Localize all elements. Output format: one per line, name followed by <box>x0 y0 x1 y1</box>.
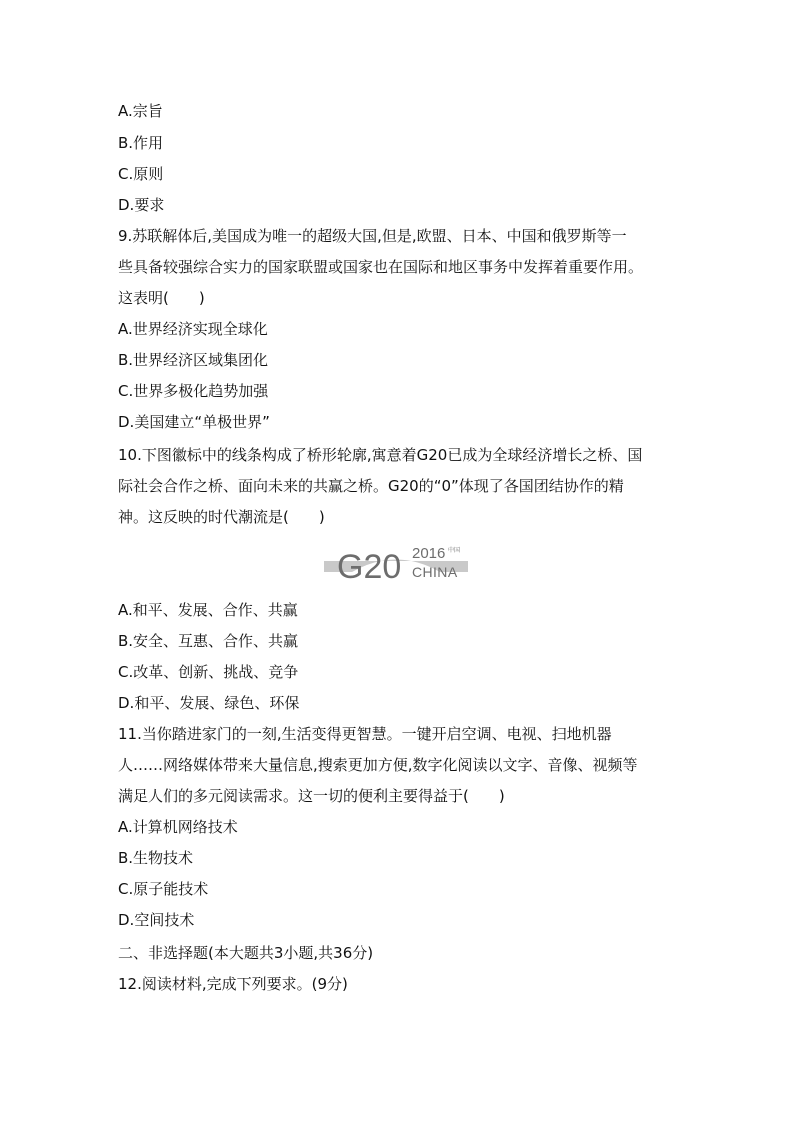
q9-stem-line-3: 这表明( ) <box>118 289 205 307</box>
q10-stem-line-1: 10.下图徽标中的线条构成了桥形轮廓,寓意着G20已成为全球经济增长之桥、国 <box>118 446 643 464</box>
q11-option-b: B.生物技术 <box>118 849 194 867</box>
g20-logo-graphic <box>322 541 470 583</box>
q11-stem-line-1: 11.当你踏进家门的一刻,生活变得更智慧。一键开启空调、电视、扫地机器 <box>118 725 612 743</box>
logo-small-text: 中国 <box>448 547 461 554</box>
q8-option-a: A.宗旨 <box>118 102 163 120</box>
logo-main-text: G20 <box>337 548 402 583</box>
q8-option-b: B.作用 <box>118 134 164 152</box>
q9-option-b: B.世界经济区域集团化 <box>118 351 269 369</box>
q10-stem-line-2: 际社会合作之桥、面向未来的共赢之桥。G20的“0”体现了各国团结协作的精 <box>118 477 624 495</box>
q10-option-b: B.安全、互惠、合作、共赢 <box>118 632 299 650</box>
logo-year-text: 2016 <box>412 545 446 562</box>
q12-stem: 12.阅读材料,完成下列要求。(9分) <box>118 975 348 993</box>
q8-option-d: D.要求 <box>118 196 165 214</box>
q9-stem-line-2: 些具备较强综合实力的国家联盟或国家也在国际和地区事务中发挥着重要作用。 <box>118 258 644 276</box>
q10-option-d: D.和平、发展、绿色、环保 <box>118 694 300 712</box>
q10-option-c: C.改革、创新、挑战、竞争 <box>118 663 299 681</box>
q9-option-d: D.美国建立“单极世界” <box>118 413 270 431</box>
section-heading: 二、非选择题(本大题共3小题,共36分) <box>118 944 374 962</box>
q9-stem-line-1: 9.苏联解体后,美国成为唯一的超级大国,但是,欧盟、日本、中国和俄罗斯等一 <box>118 227 627 245</box>
q11-stem-line-3: 满足人们的多元阅读需求。这一切的便利主要得益于( ) <box>118 787 505 805</box>
q10-stem-line-3: 神。这反映的时代潮流是( ) <box>118 508 325 526</box>
q11-stem-line-2: 人……网络媒体带来大量信息,搜索更加方便,数字化阅读以文字、音像、视频等 <box>118 756 638 774</box>
logo-country-text: CHINA <box>412 564 458 580</box>
q11-option-d: D.空间技术 <box>118 911 195 929</box>
q11-option-c: C.原子能技术 <box>118 880 209 898</box>
q9-option-a: A.世界经济实现全球化 <box>118 320 268 338</box>
g20-logo-image <box>322 541 470 583</box>
q10-option-a: A.和平、发展、合作、共赢 <box>118 601 298 619</box>
q9-option-c: C.世界多极化趋势加强 <box>118 382 269 400</box>
q8-option-c: C.原则 <box>118 165 164 183</box>
q11-option-a: A.计算机网络技术 <box>118 818 238 836</box>
